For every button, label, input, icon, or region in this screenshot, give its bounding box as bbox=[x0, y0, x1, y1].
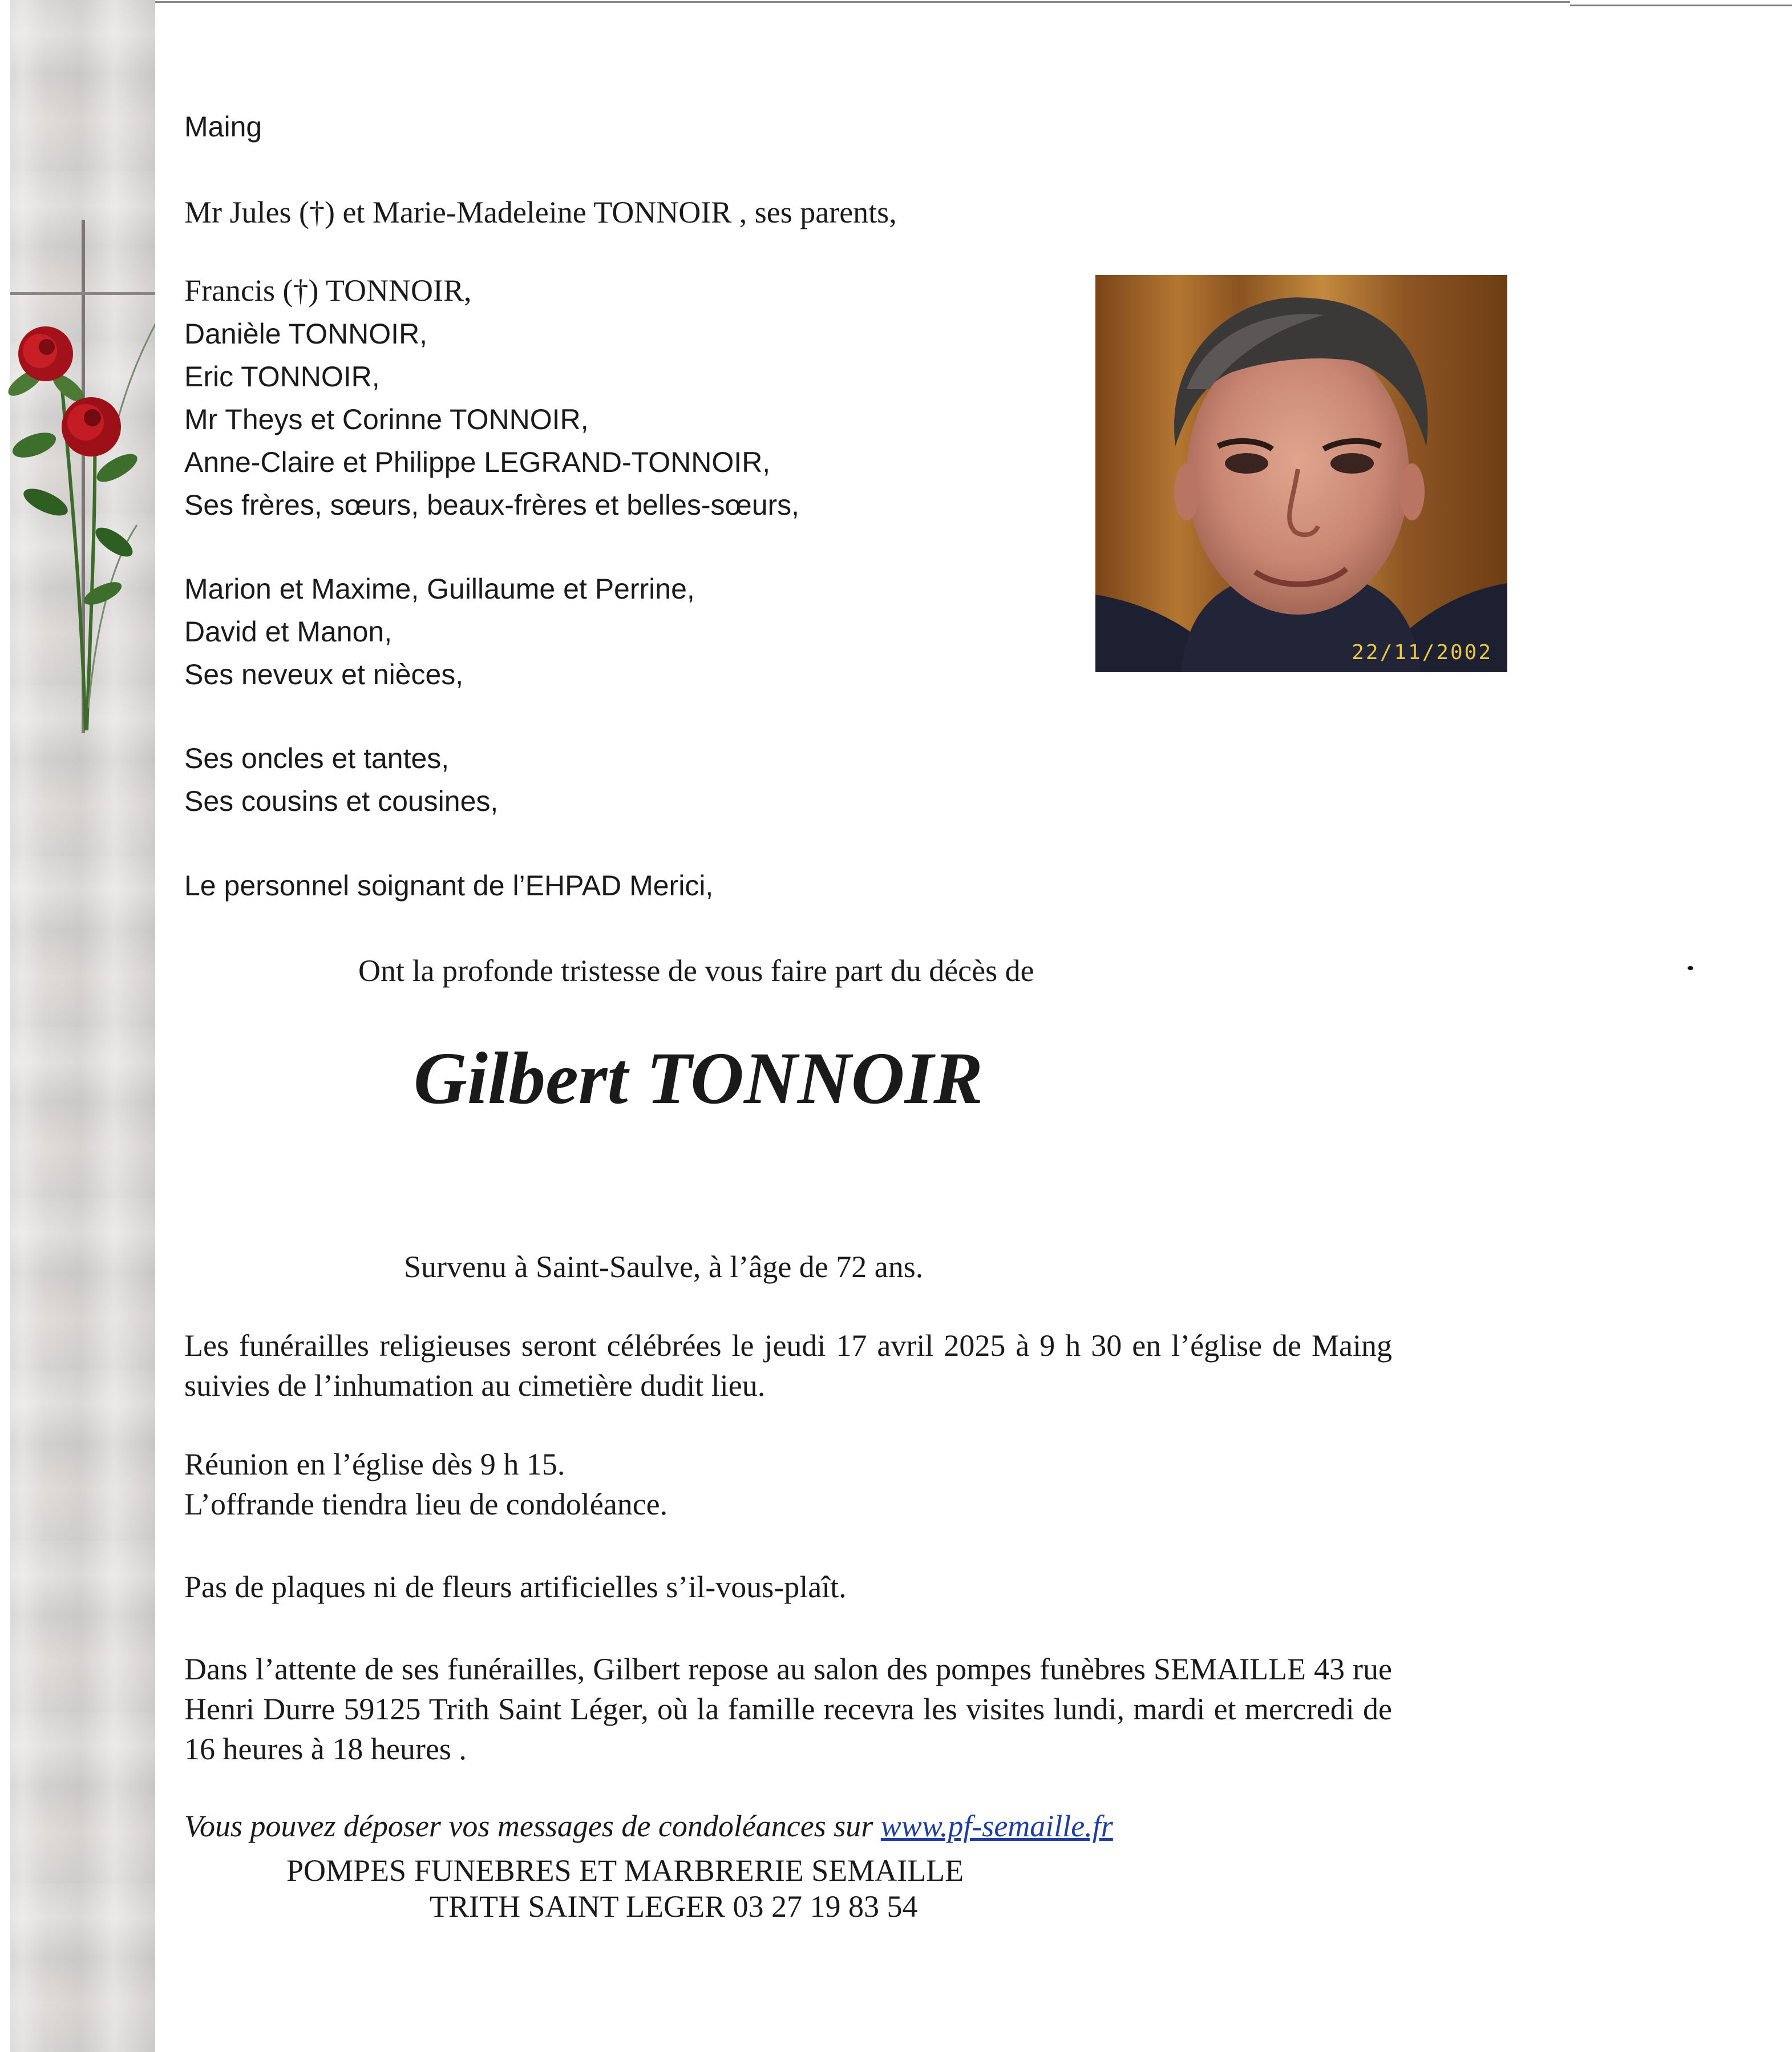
company-contact: TRITH SAINT LEGER 03 27 19 83 54 bbox=[430, 1889, 918, 1924]
portrait-photo bbox=[1095, 275, 1507, 672]
offering-note: L’offrande tiendra lieu de condoléance. bbox=[184, 1487, 668, 1521]
announcement-intro: Ont la profonde tristesse de vous faire part du décès de bbox=[358, 954, 1034, 988]
condolences-link[interactable]: www.pf-semaille.fr bbox=[880, 1809, 1113, 1843]
list-item: Ses frères, sœurs, beaux-frères et belles-sœurs, bbox=[184, 489, 800, 521]
cross-icon-horizontal bbox=[10, 292, 155, 295]
strip-margin bbox=[0, 0, 10, 2052]
list-item: Anne-Claire et Philippe LEGRAND-TONNOIR, bbox=[184, 446, 771, 478]
list-item: Marion et Maxime, Guillaume et Perrine, bbox=[184, 573, 695, 605]
scan-speck bbox=[1688, 966, 1693, 970]
list-item: Ses oncles et tantes, bbox=[184, 742, 450, 774]
parents-line: Mr Jules (†) et Marie-Madeleine TONNOIR , ses parents, bbox=[184, 195, 897, 229]
roses-icon bbox=[0, 320, 155, 730]
list-item: Mr Theys et Corinne TONNOIR, bbox=[184, 403, 589, 435]
visitation-details: Dans l’attente de ses funérailles, Gilbert repose au salon des pompes funèbres SEMAILLE 43 rue Henri Durre 59125 Trith Saint Léger, où la famille recevra les visites lundi, mardi et mercredi de 16 heures à 18 heures . bbox=[184, 1652, 1392, 1766]
list-item: David et Manon, bbox=[184, 616, 393, 648]
top-border-line bbox=[13, 1, 1570, 3]
list-item: Francis (†) TONNOIR, bbox=[184, 273, 472, 308]
no-flowers-note: Pas de plaques ni de fleurs artificielles s’il-vous-plaît. bbox=[184, 1570, 847, 1604]
company-name: POMPES FUNEBRES ET MARBRERIE SEMAILLE bbox=[286, 1853, 964, 1888]
town-heading: Maing bbox=[184, 111, 262, 143]
list-item: Ses cousins et cousines, bbox=[184, 785, 499, 817]
church-meeting: Réunion en l’église dès 9 h 15. bbox=[184, 1447, 565, 1481]
deceased-name: Gilbert TONNOIR bbox=[414, 1037, 983, 1120]
photo-date-stamp: 22/11/2002 bbox=[1352, 641, 1492, 664]
list-item: Eric TONNOIR, bbox=[184, 361, 380, 393]
staff-line: Le personnel soignant de l’EHPAD Merici, bbox=[184, 870, 714, 902]
death-info: Survenu à Saint-Saulve, à l’âge de 72 ans. bbox=[404, 1250, 924, 1284]
top-border-line-right bbox=[1570, 5, 1792, 6]
condolences-line bbox=[184, 1806, 1113, 1846]
condolences-text: Vous pouvez déposer vos messages de condoléances sur bbox=[184, 1809, 881, 1843]
list-item: Ses neveux et nièces, bbox=[184, 659, 464, 690]
decorative-wood-strip bbox=[0, 0, 155, 2052]
list-item: Danièle TONNOIR, bbox=[184, 318, 428, 350]
funeral-details: Les funérailles religieuses seront célébrées le jeudi 17 avril 2025 à 9 h 30 en l’église de Maing suivies de l’inhumation au cimetière dudit lieu. bbox=[184, 1328, 1392, 1403]
